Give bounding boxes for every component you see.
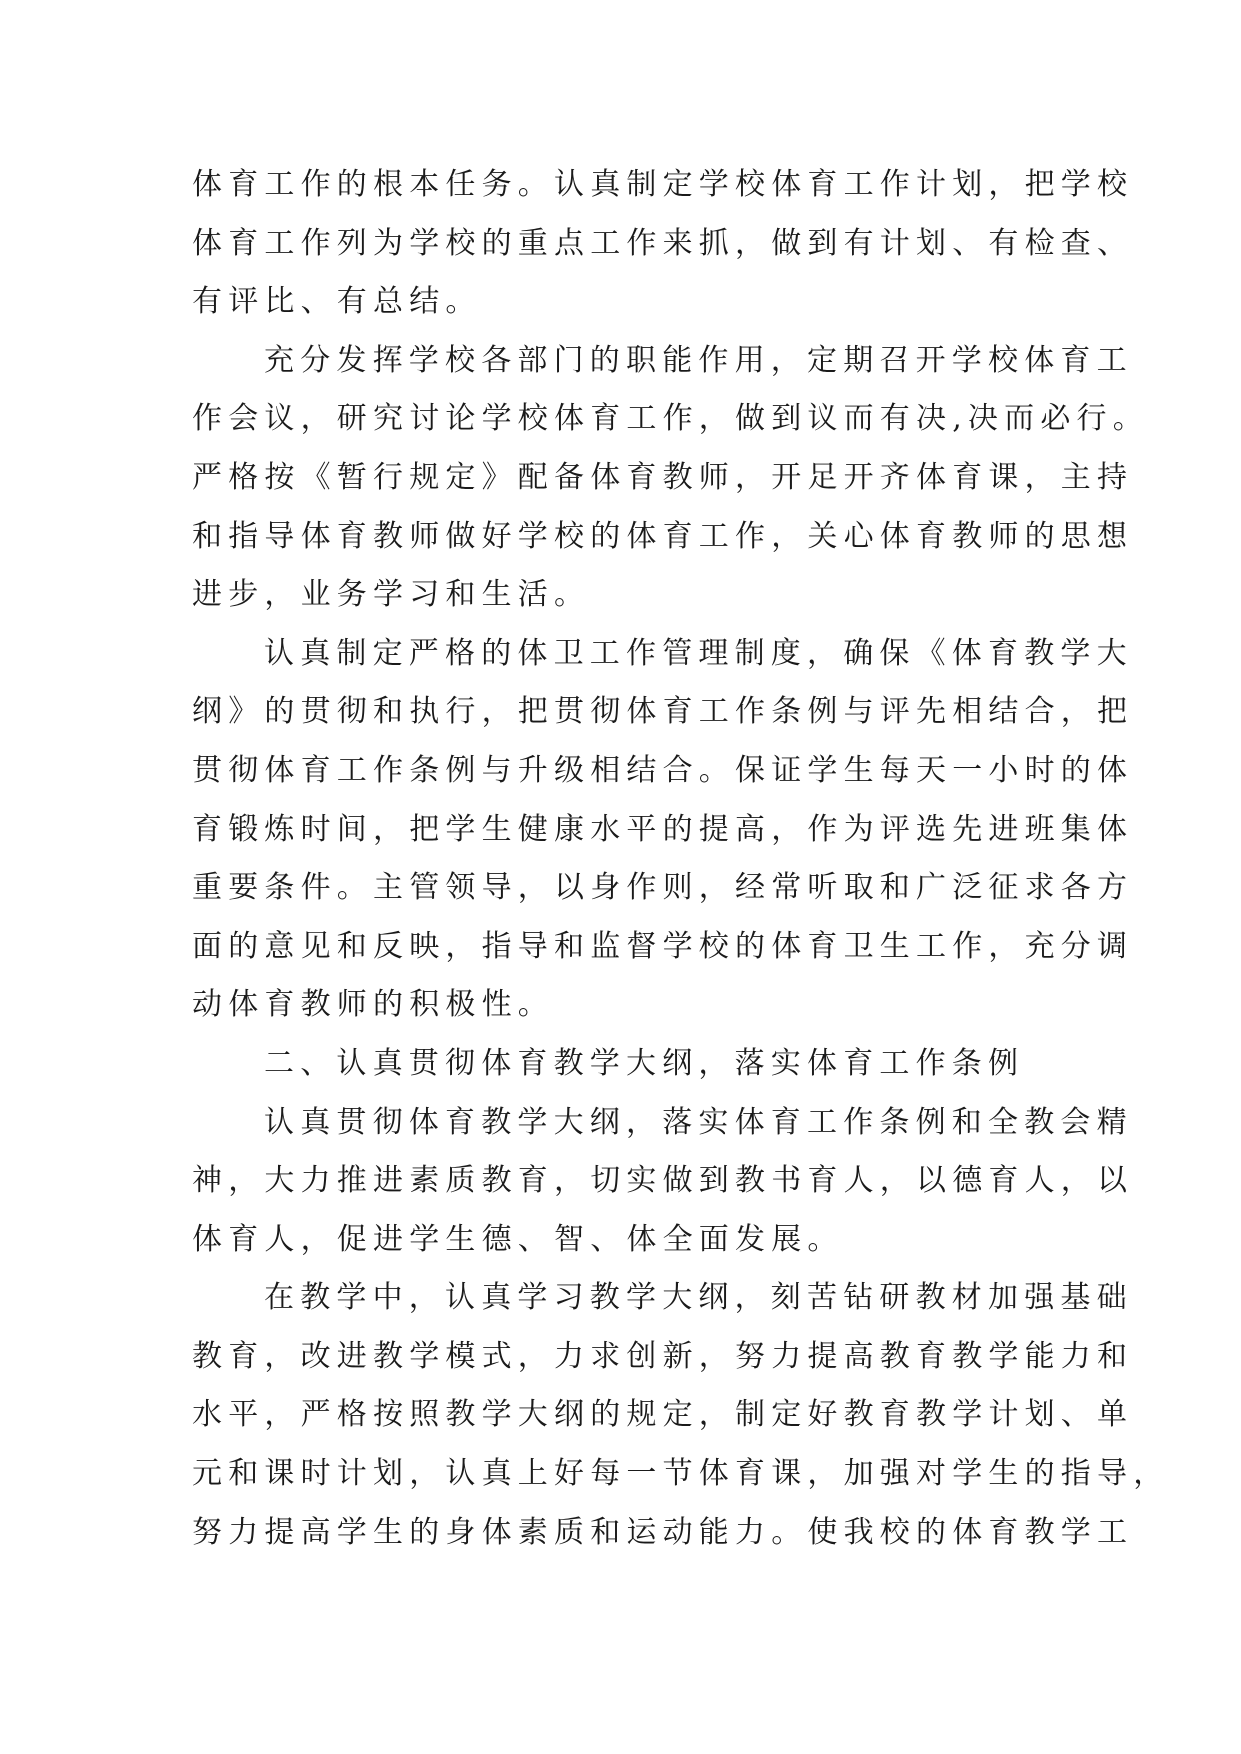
text-line: 动体育教师的积极性。 (192, 987, 554, 1023)
section-heading: 二、认真贯彻体育教学大纲，落实体育工作条例 (264, 1045, 1025, 1081)
text-line: 体育工作的根本任务。认真制定学校体育工作计划，把学校 (192, 167, 1134, 202)
text-line: 重要条件。主管领导，以身作则，经常听取和广泛征求各方 (192, 870, 1134, 906)
text-line: 面的意见和反映，指导和监督学校的体育卫生工作，充分调 (192, 928, 1134, 964)
text-line: 和指导体育教师做好学校的体育工作，关心体育教师的思想 (192, 518, 1134, 554)
paragraph-first-line: 认真制定严格的体卫工作管理制度，确保《体育教学大 (264, 635, 1133, 671)
text-line: 纲》的贯彻和执行，把贯彻体育工作条例与评先相结合，把 (192, 694, 1134, 730)
text-line: 贯彻体育工作条例与升级相结合。保证学生每天一小时的体 (192, 752, 1134, 788)
text-line: 教育，改进教学模式，力求创新，努力提高教育教学能力和 (192, 1338, 1134, 1374)
text-line: 有评比、有总结。 (192, 284, 482, 320)
text-line: 体育工作列为学校的重点工作来抓，做到有计划、有检查、 (192, 225, 1134, 261)
text-line: 体育人，促进学生德、智、体全面发展。 (192, 1221, 844, 1257)
paragraph-first-line: 充分发挥学校各部门的职能作用，定期召开学校体育工 (264, 342, 1133, 378)
text-line: 水平，严格按照教学大纲的规定，制定好教育教学计划、单 (192, 1397, 1134, 1433)
paragraph-first-line: 在教学中，认真学习教学大纲，刻苦钻研教材加强基础 (264, 1280, 1133, 1316)
document-body (192, 156, 1170, 1562)
text-line: 神，大力推进素质教育，切实做到教书育人，以德育人，以 (192, 1163, 1134, 1199)
text-line: 育锻炼时间，把学生健康水平的提高，作为评选先进班集体 (192, 811, 1134, 847)
paragraph-first-line: 认真贯彻体育教学大纲，落实体育工作条例和全教会精 (264, 1104, 1133, 1140)
text-line: 进步，业务学习和生活。 (192, 577, 591, 613)
text-line: 作会议，研究讨论学校体育工作，做到议而有决,决而必行。 (192, 401, 1149, 437)
text-line: 严格按《暂行规定》配备体育教师，开足开齐体育课，主持 (192, 459, 1134, 495)
text-line: 元和课时计划，认真上好每一节体育课，加强对学生的指导， (192, 1456, 1170, 1492)
text-line: 努力提高学生的身体素质和运动能力。使我校的体育教学工 (192, 1514, 1134, 1550)
